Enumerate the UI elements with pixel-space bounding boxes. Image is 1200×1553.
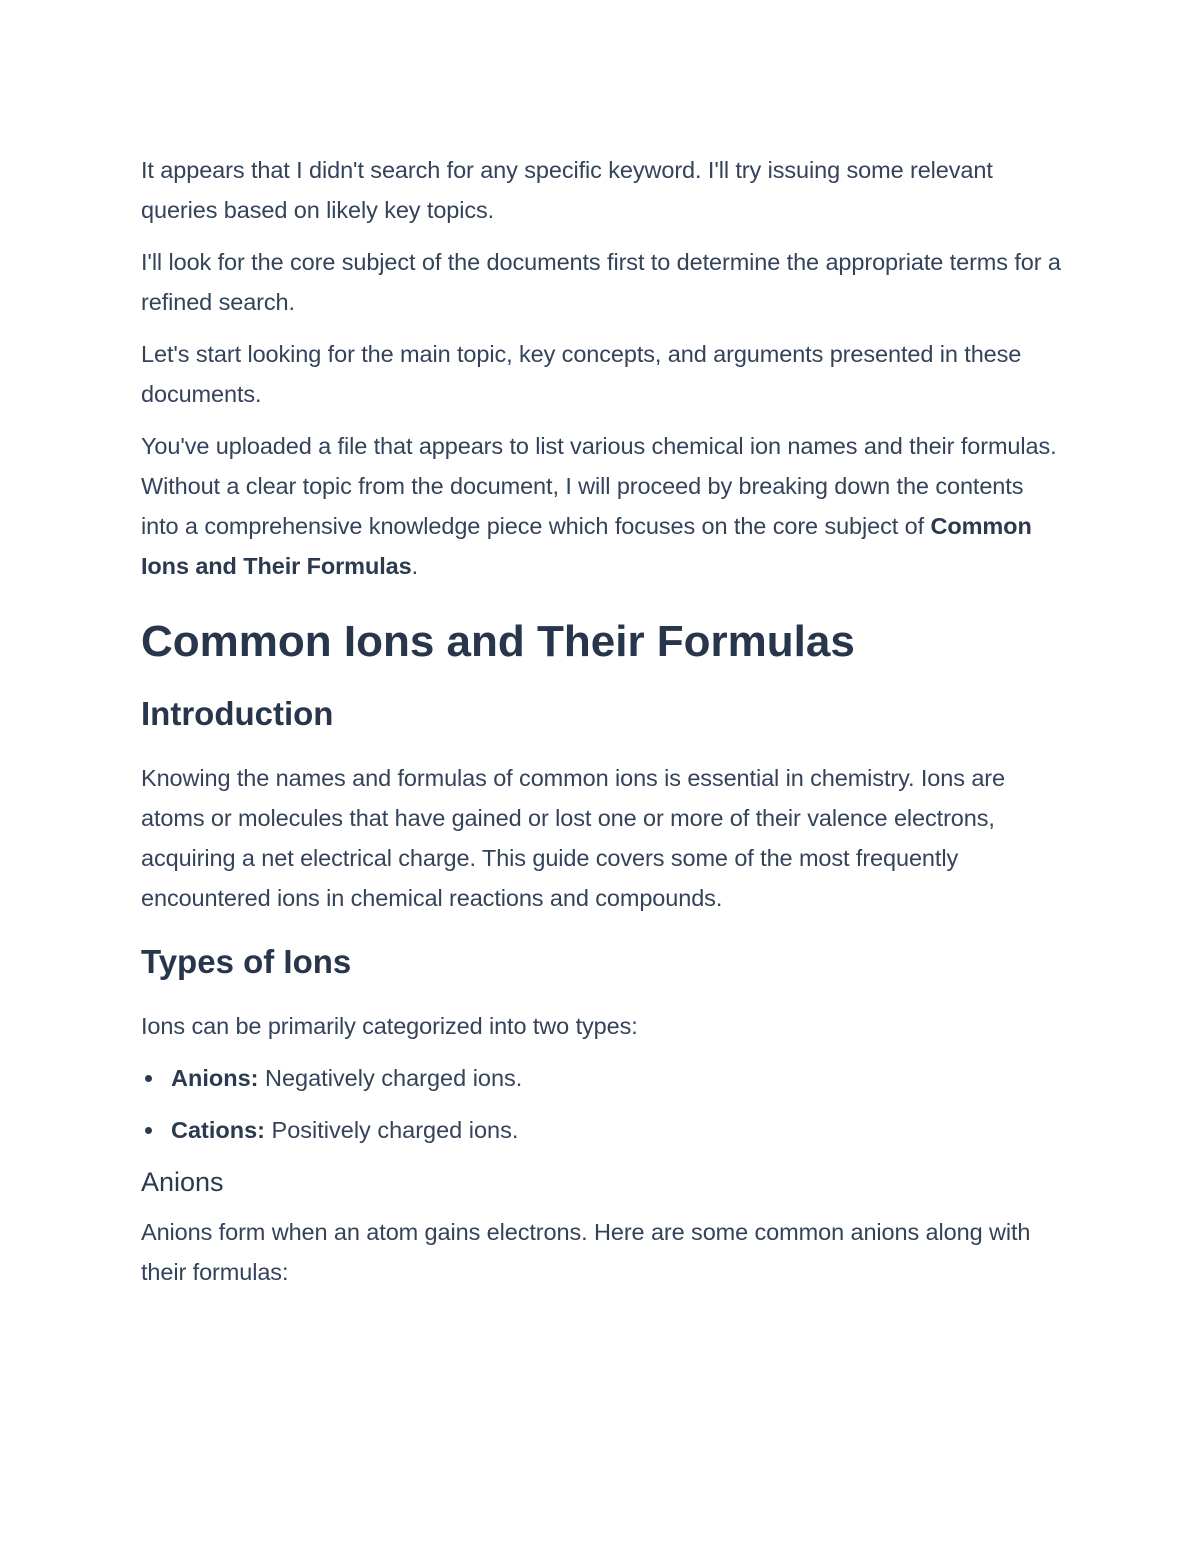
bullet-icon	[145, 1127, 152, 1134]
introduction-heading: Introduction	[141, 695, 334, 732]
list-item-desc: Negatively charged ions.	[258, 1065, 523, 1091]
types-list	[141, 1058, 1066, 1150]
introduction-text: Knowing the names and formulas of common ions is essential in chemistry. Ions are atoms or molecules that have gained or lost one or more of their valence electrons, acquiring a net electrical charge. This guide covers some of the most frequently encountered ions in chemical reactions and compounds.	[141, 765, 1005, 911]
types-text: Ions can be primarily categorized into two types:	[141, 1013, 638, 1039]
list-item-anions	[141, 1058, 1066, 1098]
intro-paragraph-1: It appears that I didn't search for any specific keyword. I'll try issuing some relevant queries based on likely key topics.	[141, 157, 993, 223]
upload-paragraph-end: .	[411, 553, 419, 579]
list-item-term: Cations:	[171, 1117, 265, 1143]
page-title: Common Ions and Their Formulas	[141, 617, 855, 666]
intro-paragraph-3: Let's start looking for the main topic, key concepts, and arguments presented in these documents.	[141, 341, 1022, 407]
list-item-desc: Positively charged ions.	[265, 1117, 519, 1143]
anions-text: Anions form when an atom gains electrons. Here are some common anions along with their formulas:	[141, 1219, 1031, 1285]
upload-paragraph	[141, 426, 1066, 586]
document-page	[141, 150, 1066, 1304]
intro-paragraph-2: I'll look for the core subject of the documents first to determine the appropriate terms for a refined search.	[141, 249, 1061, 315]
list-item-term: Anions:	[171, 1065, 259, 1091]
bullet-icon	[145, 1075, 152, 1082]
upload-paragraph-bold: Common Ions and Their Formulas	[141, 513, 1032, 579]
anions-heading: Anions	[141, 1167, 224, 1197]
list-item-cations	[141, 1110, 1066, 1150]
types-heading: Types of Ions	[141, 943, 352, 980]
upload-paragraph-text: You've uploaded a file that appears to list various chemical ion names and their formulas. Without a clear topic from the document, I will proceed by breaking down the contents into a comprehensive knowledge piece which focuses on the core subject of	[141, 433, 1057, 539]
